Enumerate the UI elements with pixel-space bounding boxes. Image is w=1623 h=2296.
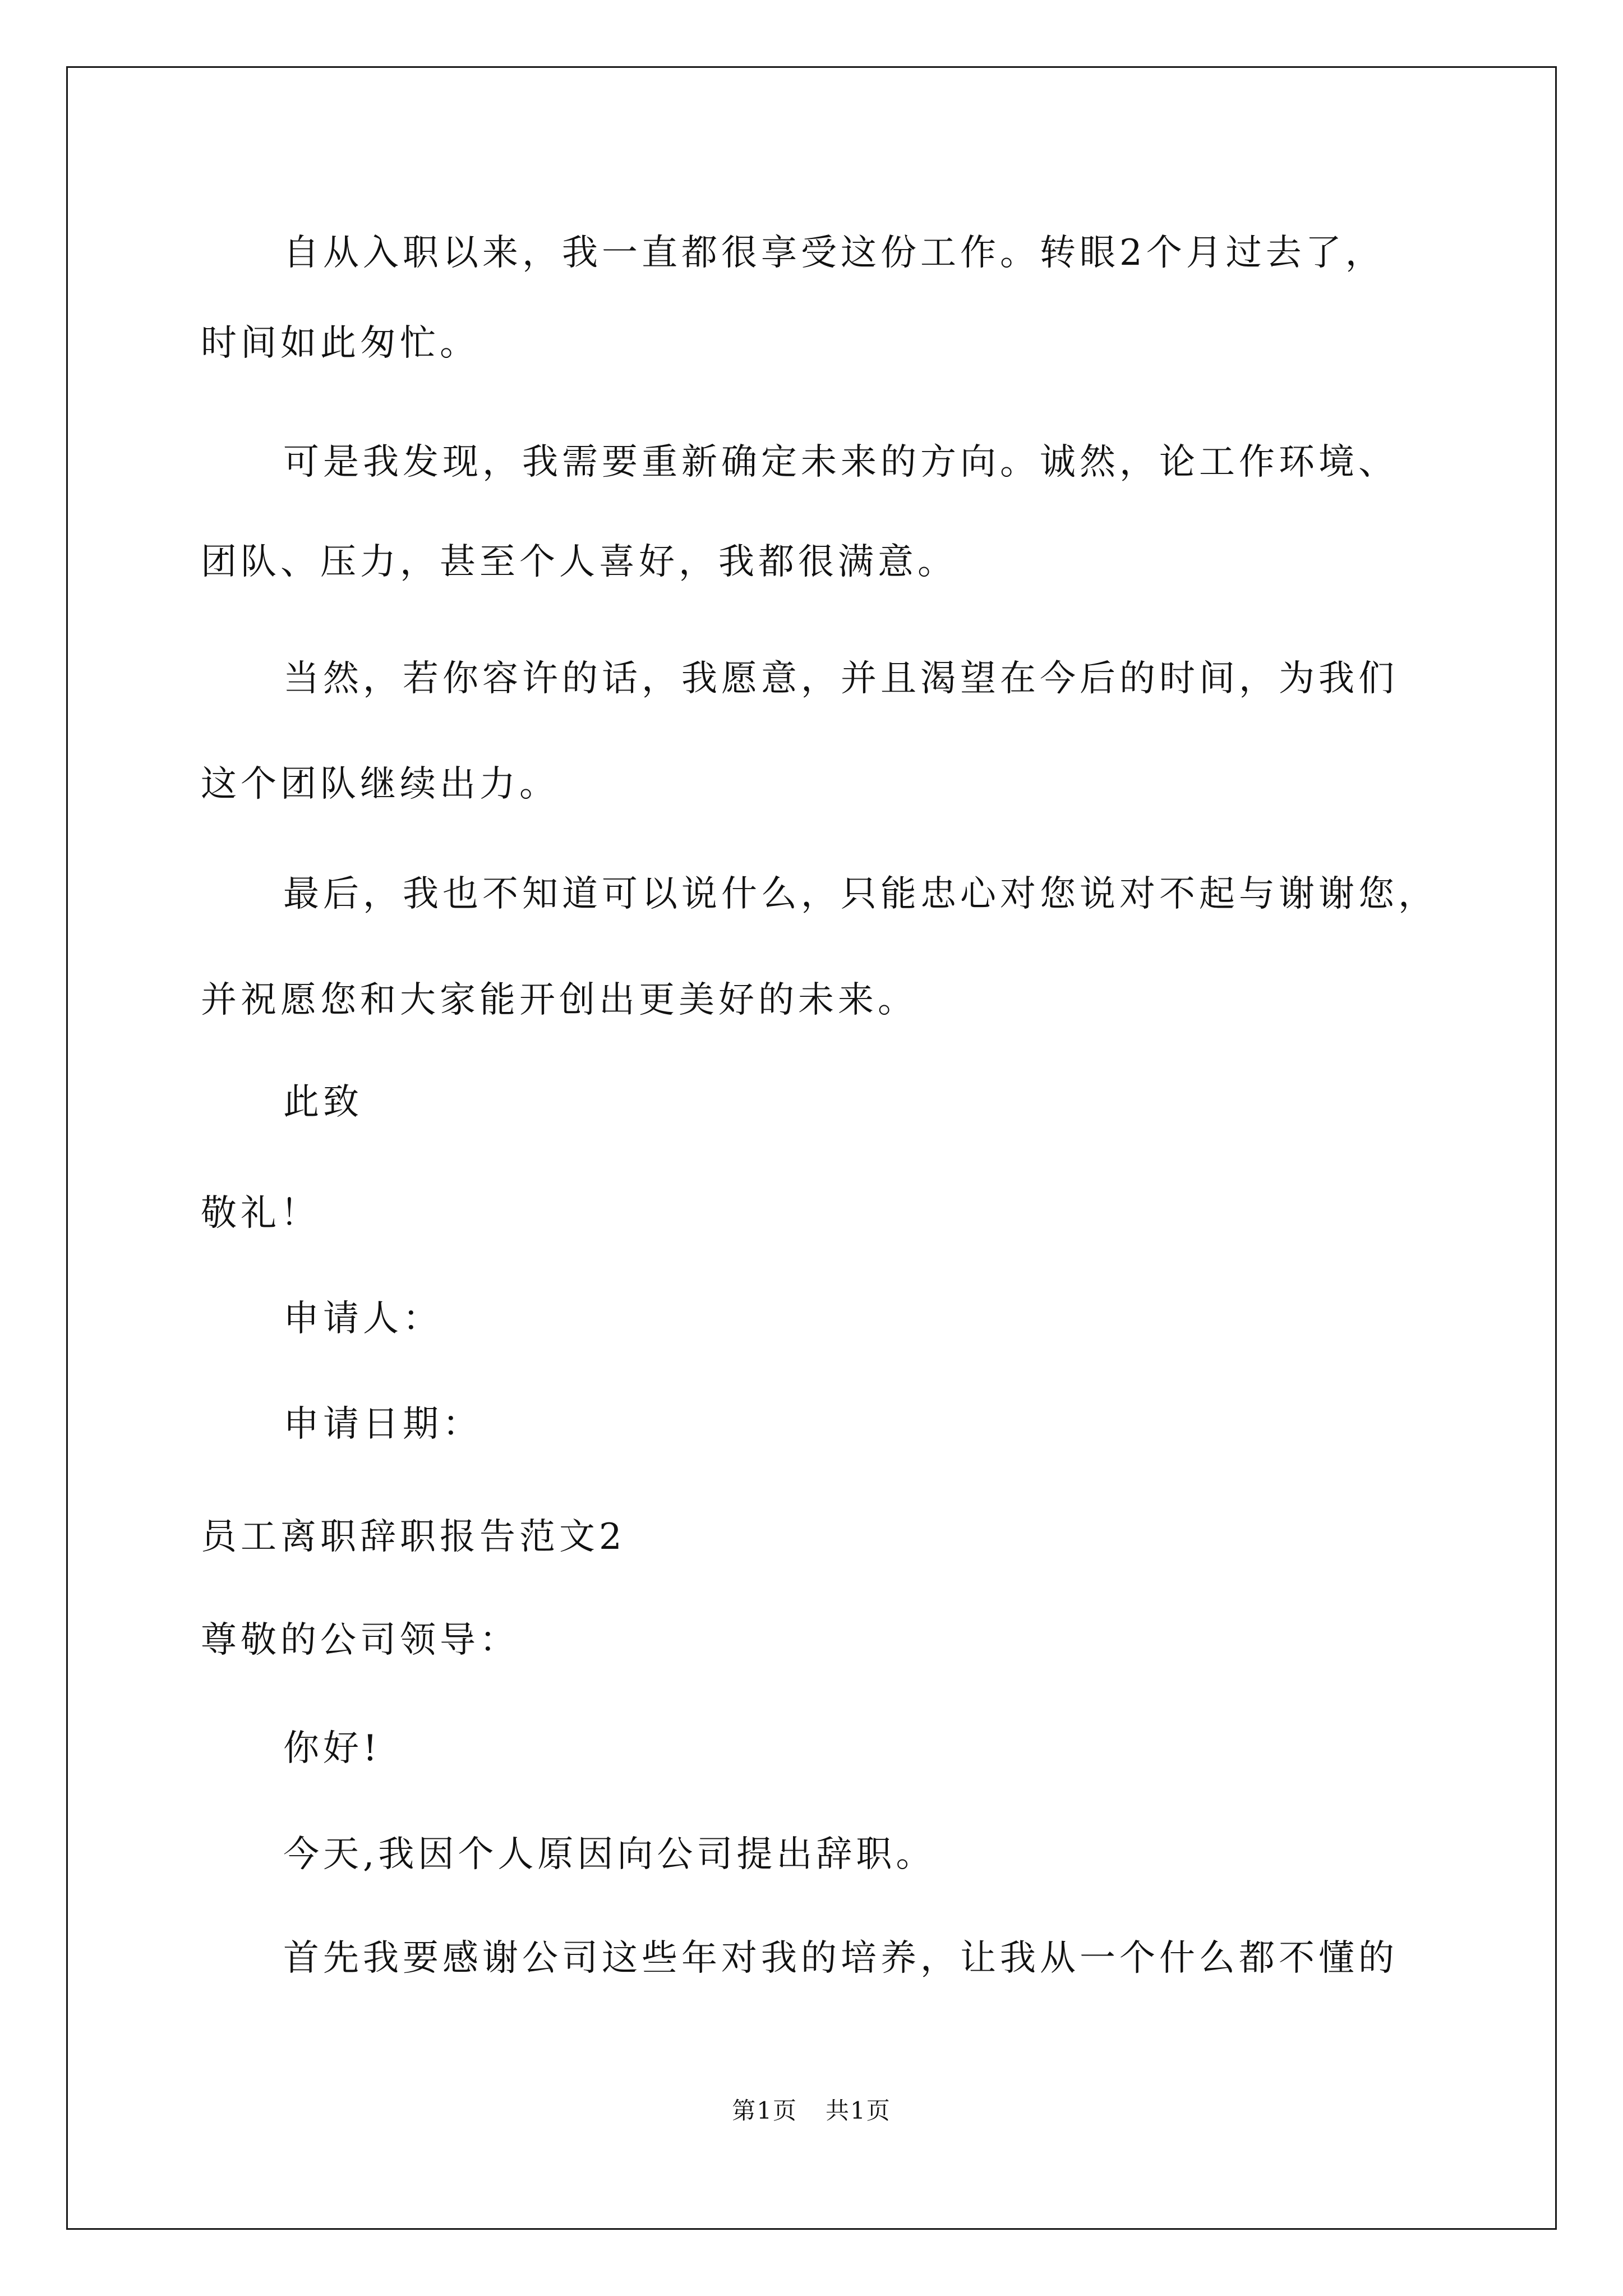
text-line: 最后，我也不知道可以说什么，只能忠心对您说对不起与谢谢您，	[283, 873, 1438, 915]
text-line: 可是我发现，我需要重新确定未来的方向。诚然，论工作环境、	[283, 441, 1398, 483]
text-line: 时间如此匆忙。	[201, 323, 479, 364]
text-line: 并祝愿您和大家能开创出更美好的未来。	[201, 979, 917, 1021]
application-date-label: 申请日期：	[283, 1404, 482, 1445]
applicant-label: 申请人：	[283, 1298, 442, 1340]
page-border	[66, 66, 1557, 2230]
closing-phrase: 此致	[283, 1082, 363, 1123]
salutation: 尊敬的公司领导：	[201, 1619, 519, 1661]
text-line: 这个团队继续出力。	[201, 763, 559, 805]
page-footer	[0, 2094, 1623, 2128]
text-line: 当然，若你容许的话，我愿意，并且渴望在今后的时间，为我们	[283, 658, 1398, 700]
section-heading: 员工离职辞职报告范文2	[201, 1516, 626, 1558]
text-line: 首先我要感谢公司这些年对我的培养，让我从一个什么都不懂的	[283, 1938, 1398, 1979]
text-line: 自从入职以来，我一直都很享受这份工作。转眼2个月过去了，	[283, 232, 1385, 274]
text-line: 今天,我因个人原因向公司提出辞职。	[283, 1834, 936, 1875]
text-line: 团队、压力，甚至个人喜好，我都很满意。	[201, 541, 957, 583]
page-number-total: 共1页	[826, 2097, 891, 2124]
page-number-current: 第1页	[732, 2097, 797, 2124]
salutation-close: 敬礼！	[201, 1193, 320, 1234]
greeting: 你好!	[283, 1728, 381, 1769]
